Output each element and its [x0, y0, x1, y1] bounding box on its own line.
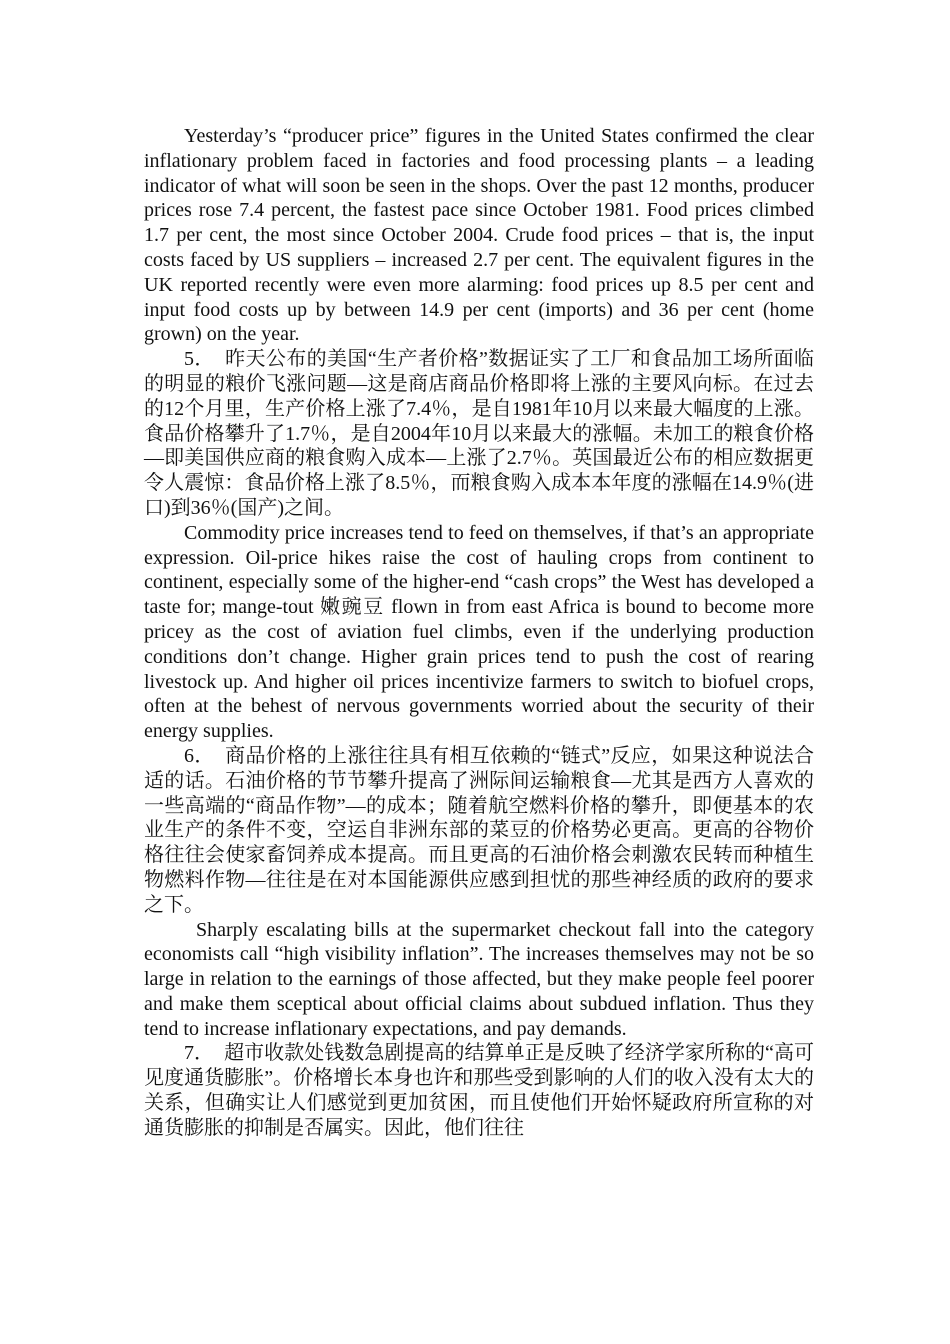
paragraph-zh-5: 5． 昨天公布的美国“生产者价格”数据证实了工厂和食品加工场所面临的明显的粮价飞涨问题—这是商店商品价格即将上涨的主要风向标。在过去的12个月里，生产价格上涨了7.4％，是自1981年10月以来最大幅度的上涨。食品价格攀升了1.7％，是自2004年10月以来最大的涨幅。未加工的粮食价格—即美国供应商的粮食购入成本—上涨了2.7％。英国最近公布的相应数据更令人震惊：食品价格上涨了8.5％，而粮食购入成本本年度的涨幅在14.9％(进口)到36％(国产)之间。	[144, 348, 814, 519]
paragraph-zh-7: 7． 超市收款处钱数急剧提高的结算单正是反映了经济学家所称的“高可见度通货膨胀”。价格增长本身也许和那些受到影响的人们的收入没有太大的关系，但确实让人们感觉到更加贫困，而且使他们开始怀疑政府所宣称的对通货膨胀的抑制是否属实。因此，他们往往	[144, 1042, 814, 1139]
document-page	[144, 124, 814, 1141]
paragraph-en-supermarket-bills: Sharply escalating bills at the supermarket checkout fall into the category economists call “high visibility inflation”. The increases themselves may not be so large in relation to the earnings of those affected, but they make people feel poorer and make them sceptical about official claims about subdued inflation. Thus they tend to increase inflationary expectations, and pay demands.	[144, 918, 814, 1040]
paragraph-zh-6: 6． 商品价格的上涨往往具有相互依赖的“链式”反应，如果这种说法合适的话。石油价格的节节攀升提高了洲际间运输粮食—尤其是西方人喜欢的一些高端的“商品作物”—的成本；随着航空燃料价格的攀升，即便基本的农业生产的条件不变，空运自非洲东部的菜豆的价格势必更高。更高的谷物价格往往会使家畜饲养成本提高。而且更高的石油价格会刺激农民转而种植生物燃料作物—往往是在对本国能源供应感到担忧的那些神经质的政府的要求之下。	[144, 744, 814, 916]
paragraph-en-producer-prices: Yesterday’s “producer price” figures in the United States confirmed the clear inflationary problem faced in factories and food processing plants – a leading indicator of what will soon be seen in the shops. Over the past 12 months, producer prices rose 7.4 percent, the fastest pace since October 1981. Food prices climbed 1.7 per cent, the most since October 2004. Crude food prices – that is, the input costs faced by US suppliers – increased 2.7 per cent. The equivalent figures in the UK reported recently were even more alarming: food prices up 8.5 per cent and input food costs up by between 14.9 per cent (imports) and 36 per cent (home grown) on the year.	[144, 125, 814, 346]
paragraph-en-commodity-prices: Commodity price increases tend to feed on themselves, if that’s an appropriate expression. Oil-price hikes raise the cost of hauling crops from continent to continent, especially some of the higher-end “cash crops” the West has developed a taste for; mange-tout 嫩豌豆 flown in from east Africa is bound to become more pricey as the cost of aviation fuel climbs, even if the underlying production conditions don’t change. Higher grain prices tend to push the cost of rearing livestock up. And higher oil prices incentivize farmers to switch to biofuel crops, often at the behest of nervous governments worried about the security of their energy supplies.	[144, 521, 814, 743]
